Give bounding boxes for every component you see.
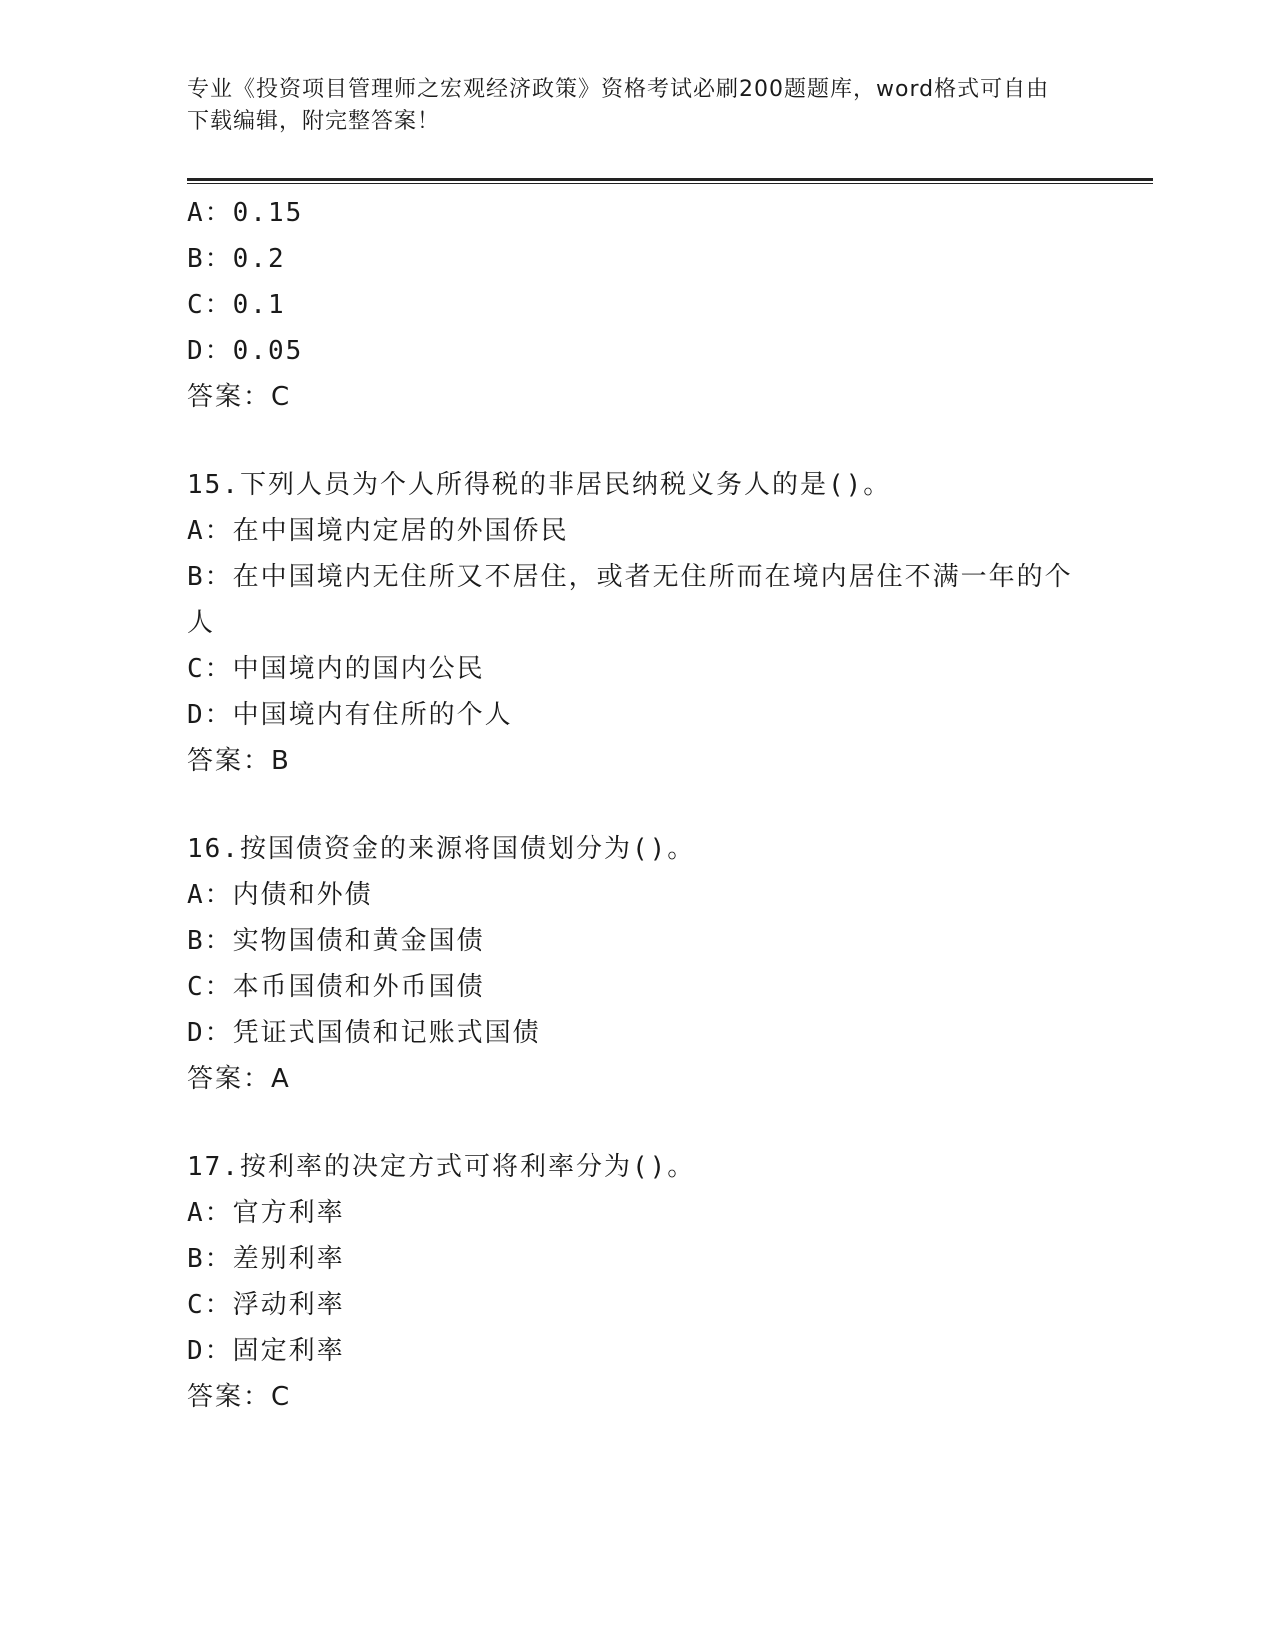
answer-line: 答案：A <box>187 1064 291 1094</box>
question-stem: 15.下列人员为个人所得税的非居民纳税义务人的是()。 <box>187 470 892 500</box>
document-header: 专业《投资项目管理师之宏观经济政策》资格考试必刷200题题库，word格式可自由下载编辑，附完整答案！ <box>187 77 1050 134</box>
header-divider-thick <box>187 178 1153 181</box>
spacer <box>187 1102 1087 1144</box>
option-a: A：官方利率 <box>187 1198 345 1228</box>
option-c: C：浮动利率 <box>187 1290 345 1320</box>
option-b: B：0.2 <box>187 244 286 274</box>
option-a: A：在中国境内定居的外国侨民 <box>187 516 569 546</box>
option-c: C：本币国债和外币国债 <box>187 972 485 1002</box>
answer-line: 答案：B <box>187 746 291 776</box>
header-divider-thin <box>187 183 1153 184</box>
spacer <box>187 420 1087 462</box>
option-b: B：差别利率 <box>187 1244 345 1274</box>
question-stem: 16.按国债资金的来源将国债划分为()。 <box>187 834 696 864</box>
option-c: C：0.1 <box>187 290 286 320</box>
option-d: D：固定利率 <box>187 1336 345 1366</box>
question-content <box>187 190 1087 1420</box>
option-a: A：0.15 <box>187 198 304 228</box>
question-stem: 17.按利率的决定方式可将利率分为()。 <box>187 1152 696 1182</box>
question-block-14 <box>187 190 1087 420</box>
question-block-17 <box>187 1144 1087 1420</box>
answer-line: 答案：C <box>187 382 292 412</box>
option-b: B：实物国债和黄金国债 <box>187 926 485 956</box>
question-block-15 <box>187 462 1087 784</box>
option-d: D：0.05 <box>187 336 304 366</box>
spacer <box>187 784 1087 826</box>
option-b: B：在中国境内无住所又不居住，或者无住所而在境内居住不满一年的个人 <box>187 562 1073 638</box>
answer-line: 答案：C <box>187 1382 292 1412</box>
option-c: C：中国境内的国内公民 <box>187 654 485 684</box>
option-d: D：中国境内有住所的个人 <box>187 700 513 730</box>
option-a: A：内债和外债 <box>187 880 373 910</box>
question-block-16 <box>187 826 1087 1102</box>
option-d: D：凭证式国债和记账式国债 <box>187 1018 541 1048</box>
